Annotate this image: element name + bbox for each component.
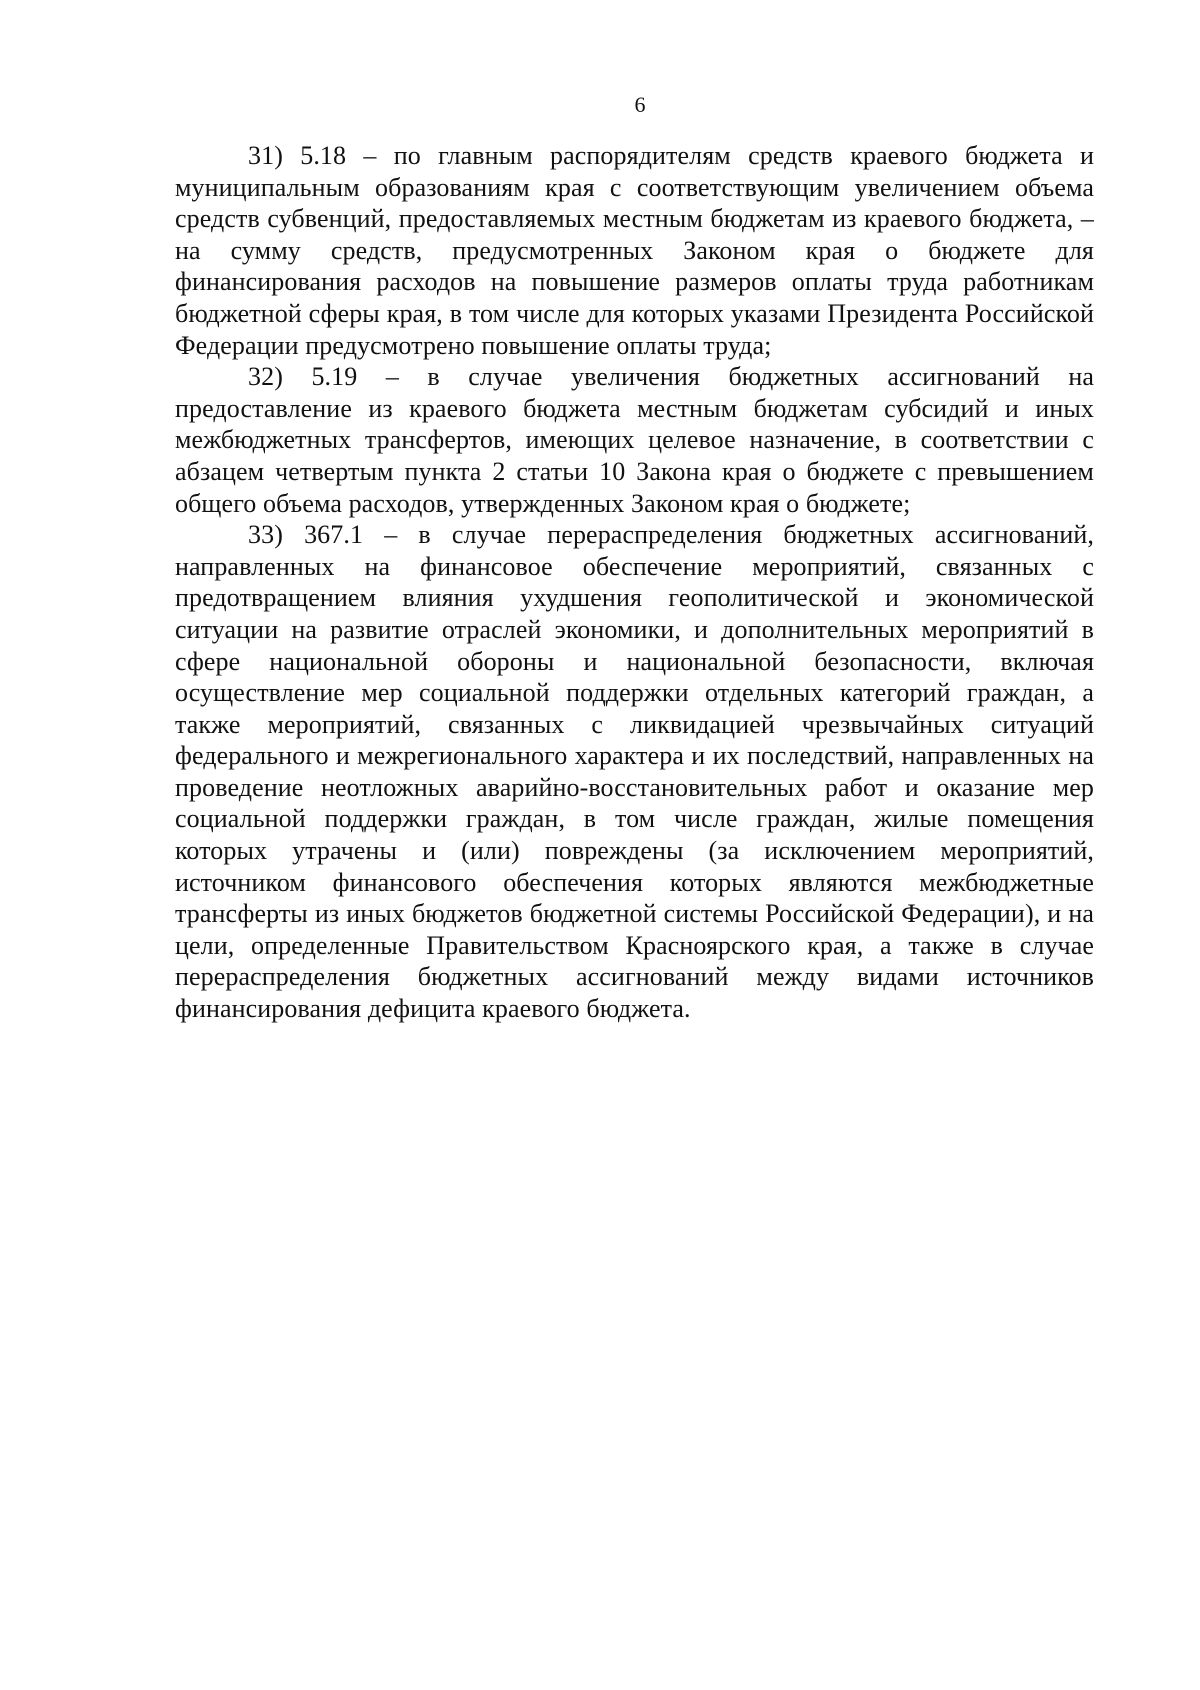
- document-body: [175, 140, 1094, 1025]
- paragraph-32: 32) 5.19 – в случае увеличения бюджетных ассигнований на предоставление из краевого бюджета местным бюджетам субсидий и иных межбюджетных трансфертов, имеющих целевое назначение, в соответствии с абзацем четвертым пункта 2 статьи 10 Закона края о бюджете с превышением общего объема расходов, утвержденных Законом края о бюджете;: [175, 362, 1094, 518]
- page-number: 6: [634, 92, 646, 117]
- paragraph-33: 33) 367.1 – в случае перераспределения бюджетных ассигнований, направленных на финансовое обеспечение мероприятий, связанных с предотвращением влияния ухудшения геополитической и экономической ситуации на развитие отраслей экономики, и дополнительных мероприятий в сфере национальной обороны и национальной безопасности, включая осуществление мер социальной поддержки отдельных категорий граждан, а также мероприятий, связанных с ликвидацией чрезвычайных ситуаций федерального и межрегионального характера и их последствий, направленных на проведение неотложных аварийно-восстановительных работ и оказание мер социальной поддержки граждан, в том числе граждан, жилые помещения которых утрачены и (или) повреждены (за исключением мероприятий, источником финансового обеспечения которых являются межбюджетные трансферты из иных бюджетов бюджетной системы Российской Федерации), и на цели, определенные Правительством Красноярского края, а также в случае перераспределения бюджетных ассигнований между видами источников финансирования дефицита краевого бюджета.: [175, 520, 1094, 1024]
- paragraph-31: 31) 5.18 – по главным распорядителям средств краевого бюджета и муниципальным образованиям края с соответствующим увеличением объема средств субвенций, предоставляемых местным бюджетам из краевого бюджета, – на сумму средств, предусмотренных Законом края о бюджете для финансирования расходов на повышение размеров оплаты труда работникам бюджетной сферы края, в том числе для которых указами Президента Российской Федерации предусмотрено повышение оплаты труда;: [175, 141, 1094, 360]
